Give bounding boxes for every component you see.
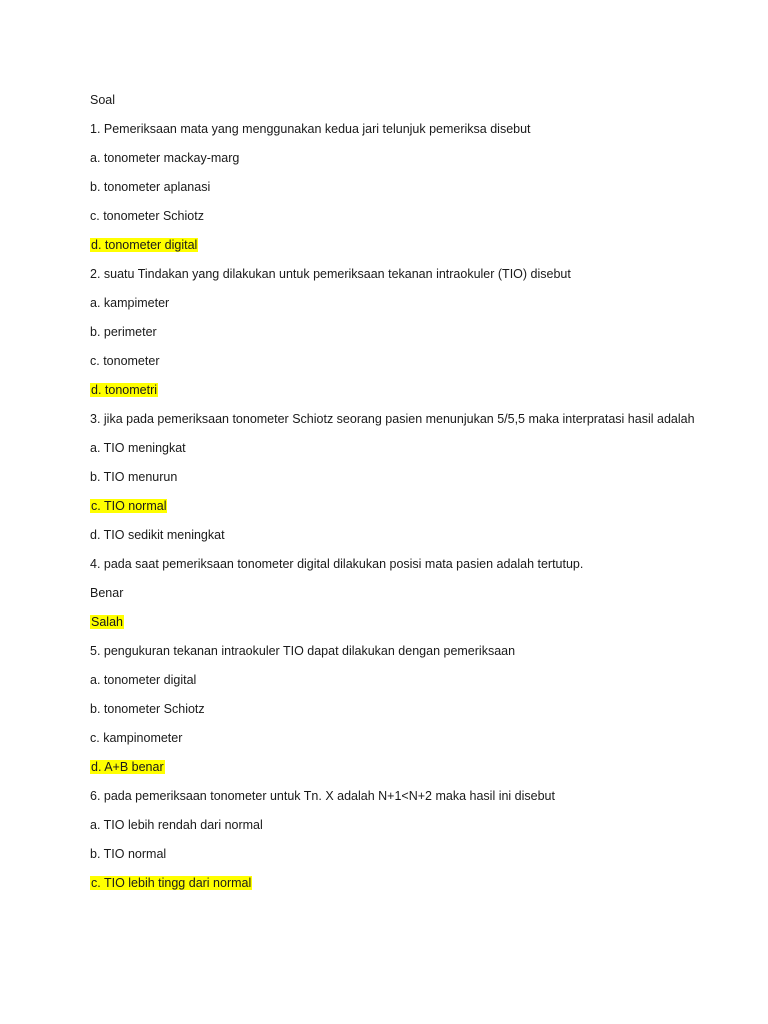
option-3c-answer	[90, 497, 708, 516]
question-6	[90, 787, 708, 806]
line-text: 6. pada pemeriksaan tonometer untuk Tn. X adalah N+1<N+2 maka hasil ini disebut	[90, 789, 555, 803]
line-text: 1. Pemeriksaan mata yang menggunakan kedua jari telunjuk pemeriksa disebut	[90, 122, 531, 136]
highlighted-answer: d. tonometri	[91, 383, 158, 397]
line-text: a. kampimeter	[90, 296, 170, 310]
line-text: a. tonometer mackay-marg	[90, 151, 240, 165]
line-text: a. tonometer digital	[90, 673, 197, 687]
question-4	[90, 555, 708, 574]
highlighted-answer: Salah	[91, 615, 123, 629]
option-5c	[90, 729, 708, 748]
question-5	[90, 642, 708, 661]
line-text: b. tonometer Schiotz	[90, 702, 205, 716]
line-text: b. perimeter	[90, 325, 157, 339]
highlighted-answer: c. TIO normal	[91, 499, 167, 513]
highlighted-answer: d. tonometer digital	[91, 238, 198, 252]
option-1b	[90, 178, 708, 197]
highlighted-answer: d. A+B benar	[91, 760, 164, 774]
option-1a	[90, 149, 708, 168]
question-2	[90, 265, 708, 284]
line-text: Benar	[90, 586, 124, 600]
option-6b	[90, 845, 708, 864]
line-text: 2. suatu Tindakan yang dilakukan untuk pemeriksaan tekanan intraokuler (TIO) disebut	[90, 267, 571, 281]
line-text: d. TIO sedikit meningkat	[90, 528, 225, 542]
document-title: Soal	[90, 93, 116, 107]
option-5a	[90, 671, 708, 690]
option-6a	[90, 816, 708, 835]
option-3d	[90, 526, 708, 545]
option-1c	[90, 207, 708, 226]
line-text: b. tonometer aplanasi	[90, 180, 211, 194]
option-4-salah-answer	[90, 613, 708, 632]
line-text: c. tonometer	[90, 354, 160, 368]
line-text: 4. pada saat pemeriksaan tonometer digital dilakukan posisi mata pasien adalah tertutup.	[90, 557, 584, 571]
option-2b	[90, 323, 708, 342]
line-text: c. kampinometer	[90, 731, 183, 745]
line-text: c. tonometer Schiotz	[90, 209, 204, 223]
line-text: b. TIO menurun	[90, 470, 178, 484]
question-3	[90, 410, 708, 429]
line-text: a. TIO meningkat	[90, 441, 186, 455]
option-2a	[90, 294, 708, 313]
option-6c-answer	[90, 874, 708, 893]
option-4-benar	[90, 584, 708, 603]
line-text: b. TIO normal	[90, 847, 167, 861]
option-5b	[90, 700, 708, 719]
option-3a	[90, 439, 708, 458]
highlighted-answer: c. TIO lebih tingg dari normal	[91, 876, 252, 890]
option-2d-answer	[90, 381, 708, 400]
line-text: a. TIO lebih rendah dari normal	[90, 818, 263, 832]
line-text: 5. pengukuran tekanan intraokuler TIO dapat dilakukan dengan pemeriksaan	[90, 644, 516, 658]
option-5d-answer	[90, 758, 708, 777]
question-1	[90, 120, 708, 139]
option-2c	[90, 352, 708, 371]
option-1d-answer	[90, 236, 708, 255]
line-text: 3. jika pada pemeriksaan tonometer Schiotz seorang pasien menunjukan 5/5,5 maka interpratasi hasil adalah	[90, 412, 695, 426]
option-3b	[90, 468, 708, 487]
